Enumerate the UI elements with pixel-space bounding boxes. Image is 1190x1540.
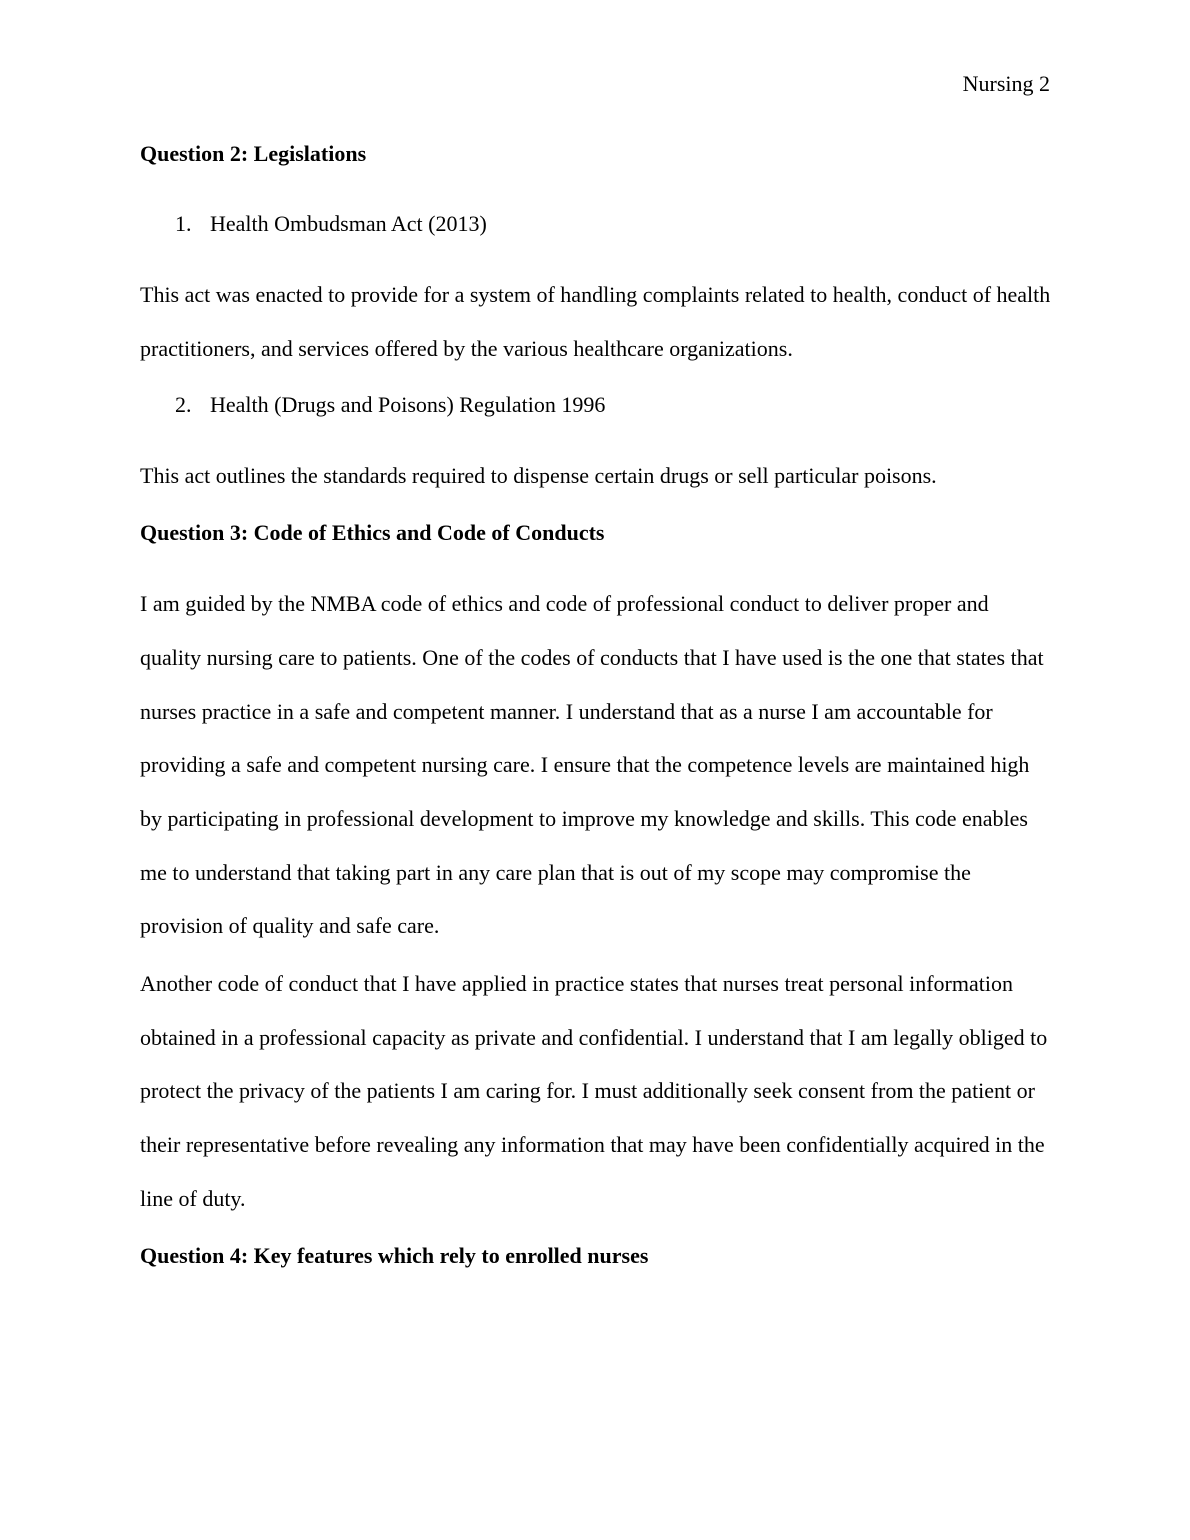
list-number: 2. xyxy=(175,392,192,418)
question-3-heading: Question 3: Code of Ethics and Code of Conducts xyxy=(140,520,605,546)
list-number: 1. xyxy=(175,211,192,236)
legislation-title: Health Ombudsman Act (2013) xyxy=(210,211,487,236)
question-3-paragraph-1: I am guided by the NMBA code of ethics and code of professional conduct to deliver proper and quality nursing care to patients. One of the codes of conducts that I have used is the one that states that nurses practice in a safe and competent manner. I understand that as a nurse I am accountable for providing a safe and competent nursing care. I ensure that the competence levels are maintained high by participating in professional development to improve my knowledge and skills. This code enables me to understand that taking part in any care plan that is out of my scope may compromise the provision of quality and safe care. xyxy=(140,591,1044,939)
running-head: Nursing 2 xyxy=(962,71,1050,96)
legislation-title: Health (Drugs and Poisons) Regulation 1996 xyxy=(210,392,606,418)
question-4-heading: Question 4: Key features which rely to enrolled nurses xyxy=(140,1242,649,1268)
legislation-2-description: This act outlines the standards required to dispense certain drugs or sell particular poisons. xyxy=(140,463,937,489)
document-body xyxy=(140,140,1055,1312)
legislation-1-description: This act was enacted to provide for a system of handling complaints related to health, conduct of health practitioners, and services offered by the various healthcare organizations. xyxy=(140,282,1051,361)
question-3-paragraph-2: Another code of conduct that I have applied in practice states that nurses treat personal information obtained in a professional capacity as private and confidential. I understand that I am legally obliged to protect the privacy of the patients I am caring for. I must additionally seek consent from the patient or their representative before revealing any information that may have been confidentially acquired in the line of duty. xyxy=(140,971,1048,1211)
question-2-heading: Question 2: Legislations xyxy=(140,141,367,166)
